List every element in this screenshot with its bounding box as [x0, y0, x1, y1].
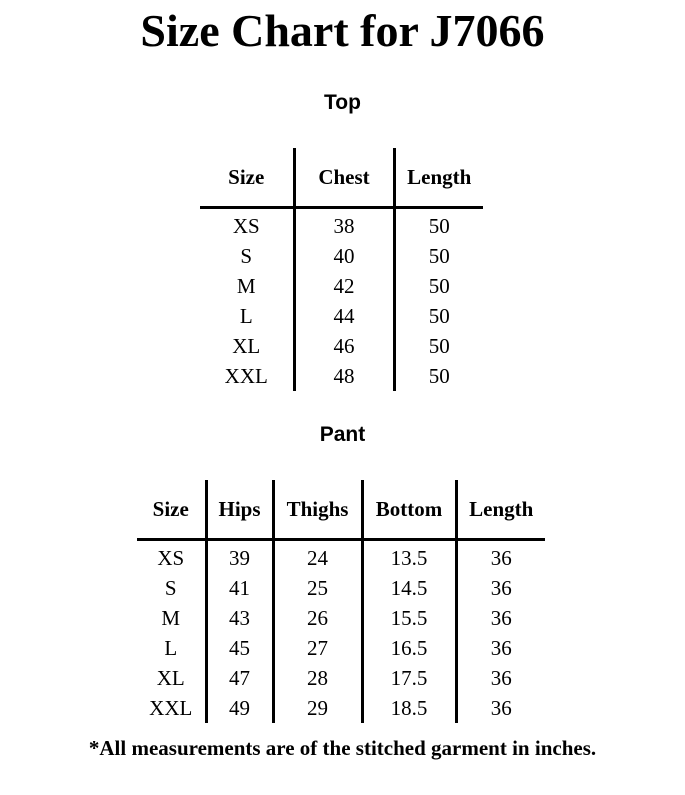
top-cell-size: S [240, 244, 253, 268]
table-row [200, 208, 483, 242]
table-row [200, 361, 483, 391]
table-row [137, 603, 545, 633]
pant-cell-hips: 41 [206, 573, 273, 603]
top-section-title: Top [324, 91, 361, 114]
pant-cell-thighs: 28 [273, 663, 362, 693]
top-cell-size: XXL [224, 364, 268, 388]
top-header-chest: Chest [294, 148, 394, 208]
pant-cell-size: XXL [149, 696, 193, 720]
pant-cell-length: 36 [456, 663, 545, 693]
pant-cell-bottom: 15.5 [362, 603, 456, 633]
pant-header-hips: Hips [206, 480, 273, 540]
pant-cell-size: L [164, 636, 178, 660]
top-cell-length: 50 [394, 331, 483, 361]
top-cell-size: XL [232, 334, 261, 358]
table-row [137, 540, 545, 574]
table-row [200, 241, 483, 271]
pant-header-bottom: Bottom [362, 480, 456, 540]
top-cell-length: 50 [394, 301, 483, 331]
top-cell-length: 50 [394, 208, 483, 242]
table-row [200, 301, 483, 331]
pant-cell-thighs: 25 [273, 573, 362, 603]
top-cell-chest: 48 [294, 361, 394, 391]
top-cell-size: M [236, 274, 256, 298]
top-cell-chest: 46 [294, 331, 394, 361]
top-size-table [200, 148, 483, 391]
pant-cell-thighs: 29 [273, 693, 362, 723]
pant-cell-size: XS [157, 546, 185, 570]
top-header-size: Size [200, 148, 294, 208]
top-cell-chest: 44 [294, 301, 394, 331]
table-row [200, 271, 483, 301]
top-header-length: Length [394, 148, 483, 208]
table-row [200, 331, 483, 361]
pant-cell-thighs: 26 [273, 603, 362, 633]
top-header-row [200, 148, 483, 208]
pant-cell-bottom: 14.5 [362, 573, 456, 603]
table-row [137, 693, 545, 723]
table-row [137, 663, 545, 693]
top-cell-chest: 42 [294, 271, 394, 301]
top-cell-size: XS [232, 214, 260, 238]
top-cell-length: 50 [394, 271, 483, 301]
top-cell-length: 50 [394, 361, 483, 391]
pant-cell-bottom: 18.5 [362, 693, 456, 723]
pant-cell-thighs: 27 [273, 633, 362, 663]
pant-cell-thighs: 24 [273, 540, 362, 574]
pant-header-row [137, 480, 545, 540]
table-row [137, 573, 545, 603]
measurement-footnote: *All measurements are of the stitched garment in inches. [88, 736, 597, 760]
table-row [137, 633, 545, 663]
pant-cell-length: 36 [456, 693, 545, 723]
pant-cell-length: 36 [456, 573, 545, 603]
pant-cell-hips: 45 [206, 633, 273, 663]
pant-cell-length: 36 [456, 633, 545, 663]
pant-cell-bottom: 17.5 [362, 663, 456, 693]
pant-cell-hips: 43 [206, 603, 273, 633]
pant-cell-size: M [161, 606, 181, 630]
pant-cell-size: S [164, 576, 177, 600]
pant-cell-size: XL [156, 666, 185, 690]
pant-cell-bottom: 16.5 [362, 633, 456, 663]
top-cell-length: 50 [394, 241, 483, 271]
page-title: Size Chart for J7066 [140, 5, 545, 56]
pant-cell-hips: 47 [206, 663, 273, 693]
pant-cell-length: 36 [456, 603, 545, 633]
pant-size-table [137, 480, 545, 723]
pant-cell-hips: 39 [206, 540, 273, 574]
top-cell-size: L [239, 304, 253, 328]
top-cell-chest: 40 [294, 241, 394, 271]
pant-header-thighs: Thighs [273, 480, 362, 540]
pant-header-size: Size [137, 480, 206, 540]
pant-section-title: Pant [319, 423, 366, 446]
pant-cell-bottom: 13.5 [362, 540, 456, 574]
pant-header-length: Length [456, 480, 545, 540]
top-cell-chest: 38 [294, 208, 394, 242]
pant-cell-hips: 49 [206, 693, 273, 723]
pant-cell-length: 36 [456, 540, 545, 574]
